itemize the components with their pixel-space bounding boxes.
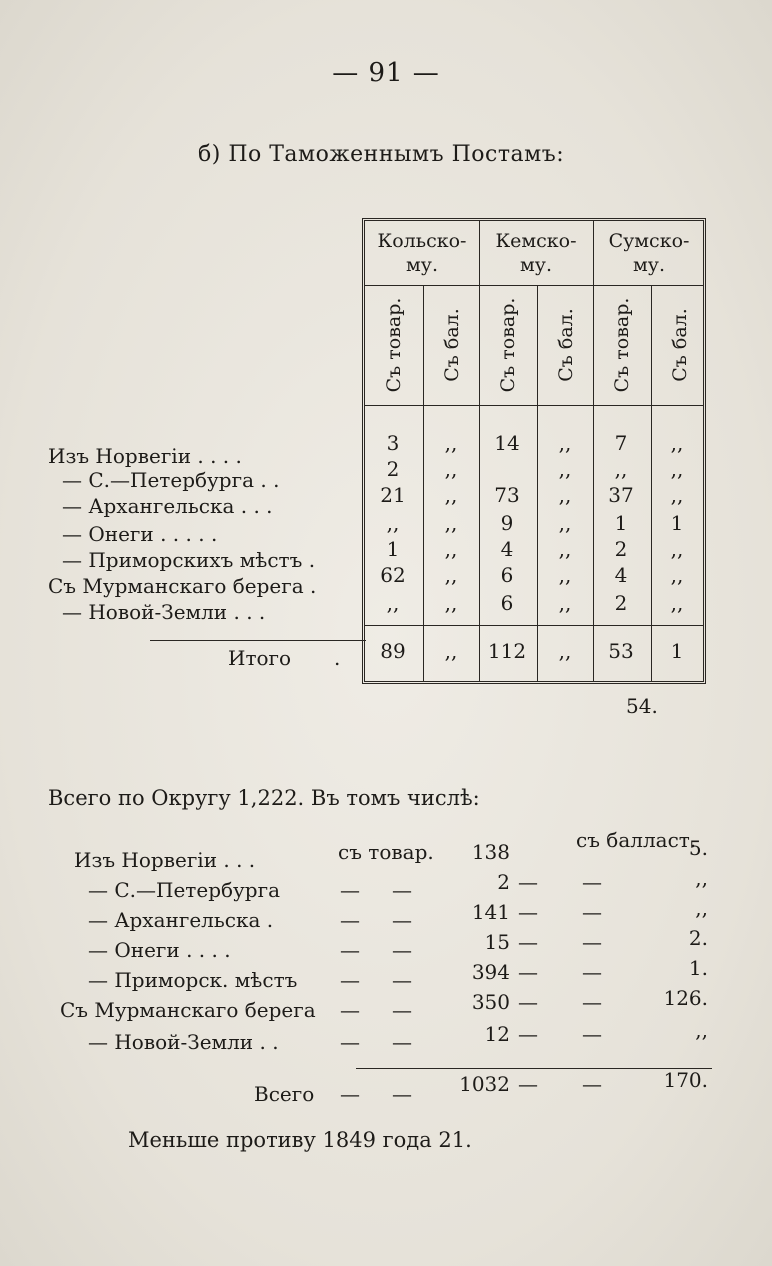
total-cell: ,, (444, 639, 458, 663)
table-cell: ,, (444, 457, 458, 481)
row-label: — С.—Петербурга . . (62, 468, 280, 492)
district-row-label: Изъ Норвегіи . . . (74, 848, 256, 872)
ditto-dash: — (340, 968, 360, 992)
ditto-dash: — (518, 1022, 538, 1046)
district-goods-value: 15 (484, 930, 510, 954)
table-cell: 14 (494, 431, 520, 455)
col-header-kola: Кольско- му. (377, 230, 467, 276)
table-cell: 1 (386, 537, 400, 561)
section-title: б) По Таможеннымъ Постамъ: (198, 142, 565, 167)
total-rule (150, 640, 366, 641)
ditto-dash: — (582, 930, 602, 954)
subheader-divider (365, 405, 703, 406)
table-cell: ,, (670, 563, 684, 587)
table-cell: ,, (558, 563, 572, 587)
total-label: Итого (228, 646, 292, 670)
subheader-kem-ballast: Съ бал. (555, 308, 577, 382)
table-cell: ,, (670, 591, 684, 615)
ditto-dash: — (518, 960, 538, 984)
table-cell: ,, (670, 457, 684, 481)
district-total-label: Всего (254, 1082, 315, 1106)
district-goods-value: 141 (471, 900, 510, 924)
header-divider (365, 285, 703, 286)
table-cell: 2 (614, 537, 628, 561)
table-cell: 37 (608, 483, 634, 507)
district-ballast-value: ,, (695, 866, 708, 890)
subheader-kem-goods: Съ товар. (497, 297, 519, 393)
table-cell: ,, (444, 511, 458, 535)
subheader-sumy-goods: Съ товар. (611, 297, 633, 393)
district-row-label: — С.—Петербурга (88, 878, 281, 902)
table-cell: 2 (386, 457, 400, 481)
district-total-ballast: 170. (663, 1068, 708, 1092)
ditto-dash: — (340, 938, 360, 962)
district-row-label: — Архангельска . (88, 908, 274, 932)
ditto-dash: — (340, 908, 360, 932)
ditto-dash: — (392, 908, 412, 932)
table-cell: ,, (558, 431, 572, 455)
table-cell: 2 (614, 591, 628, 615)
ditto-dash: — (518, 870, 538, 894)
ballast-header: съ балласт. (576, 828, 697, 852)
table-cell: ,, (670, 431, 684, 455)
ditto-dash: — (392, 998, 412, 1022)
table-cell: ,, (444, 483, 458, 507)
total-dash-3: — (518, 1072, 538, 1096)
table-cell: 62 (380, 563, 406, 587)
ditto-dash: — (340, 1030, 360, 1054)
ditto-dash: — (582, 900, 602, 924)
table-cell: ,, (670, 537, 684, 561)
table-cell: ,, (670, 483, 684, 507)
table-cell: ,, (444, 563, 458, 587)
district-goods-value: 2 (497, 870, 510, 894)
district-ballast-value: 2. (688, 926, 708, 950)
table-cell: ,, (386, 511, 400, 535)
table-cell: ,, (558, 511, 572, 535)
total-dot: . (334, 646, 341, 670)
table-cell: ,, (444, 591, 458, 615)
total-cell: 112 (487, 639, 527, 663)
table-cell: ,, (444, 431, 458, 455)
row-label: — Архангельска . . . (62, 494, 273, 518)
table-cell: ,, (444, 537, 458, 561)
total-cell: 53 (608, 639, 634, 663)
table-cell: ,, (386, 591, 400, 615)
row-label: Съ Мурманскаго берега . (48, 574, 317, 598)
total-dash-2: — (392, 1082, 412, 1106)
table-cell: 1 (670, 511, 684, 535)
district-row-label: — Новой-Земли . . (88, 1030, 279, 1054)
table-cell: 7 (614, 431, 628, 455)
ditto-dash: — (582, 990, 602, 1014)
total-divider (365, 625, 703, 626)
district-row-label: Съ Мурманскаго берега (60, 998, 316, 1022)
col-header-kem: Кемско- му. (495, 230, 577, 276)
ditto-dash: — (392, 938, 412, 962)
district-row-label: — Онеги . . . . (88, 938, 231, 962)
district-goods-value: 12 (484, 1022, 510, 1046)
ditto-dash: — (392, 878, 412, 902)
ditto-dash: — (582, 870, 602, 894)
ditto-dash: — (392, 968, 412, 992)
subheader-sumy-ballast: Съ бал. (669, 308, 691, 382)
table-cell: 4 (614, 563, 628, 587)
subheader-kola-ballast: Съ бал. (441, 308, 463, 382)
table-cell: 4 (500, 537, 514, 561)
ditto-dash: — (518, 900, 538, 924)
district-total-goods: 1032 (459, 1072, 510, 1096)
ditto-dash: — (582, 960, 602, 984)
row-label: — Новой-Земли . . . (62, 600, 266, 624)
ditto-dash: — (518, 930, 538, 954)
district-summary-line: Всего по Округу 1,222. Въ томъ числѣ: (48, 786, 480, 810)
row-label: — Онеги . . . . . (62, 522, 218, 546)
table-cell: ,, (558, 483, 572, 507)
row-label: — Приморскихъ мѣстъ . (62, 548, 316, 572)
table-cell: ,, (558, 591, 572, 615)
district-row-label: — Приморск. мѣстъ (88, 968, 298, 992)
total-dash-1: — (340, 1082, 360, 1106)
ditto-dash: — (582, 1022, 602, 1046)
total-dash-4: — (582, 1072, 602, 1096)
table-cell: 73 (494, 483, 520, 507)
bottom-note: Меньше противу 1849 года 21. (128, 1128, 472, 1152)
district-ballast-value: 5. (688, 836, 708, 860)
combined-total: 54. (626, 694, 658, 718)
table-cell: 9 (500, 511, 514, 535)
table-cell: 6 (500, 591, 514, 615)
total-cell: ,, (558, 639, 572, 663)
ditto-dash: — (340, 998, 360, 1022)
table-cell: 21 (380, 483, 406, 507)
district-goods-value: 350 (471, 990, 510, 1014)
table-cell: 1 (614, 511, 628, 535)
table-cell: 6 (500, 563, 514, 587)
ditto-dash: — (518, 990, 538, 1014)
ditto-dash: — (392, 1030, 412, 1054)
total-cell: 89 (380, 639, 406, 663)
subheader-kola-goods: Съ товар. (383, 297, 405, 393)
district-ballast-value: 126. (663, 986, 708, 1010)
table-cell: 3 (386, 431, 400, 455)
table-cell: ,, (614, 457, 628, 481)
district-ballast-value: ,, (695, 1018, 708, 1042)
district-goods-value: 138 (471, 840, 510, 864)
page-number: — 91 — (332, 58, 440, 88)
goods-header: съ товар. (338, 840, 434, 864)
total-cell: 1 (670, 639, 684, 663)
ditto-dash: — (340, 878, 360, 902)
district-ballast-value: 1. (688, 956, 708, 980)
row-label: Изъ Норвегіи . . . . (48, 444, 242, 468)
district-goods-value: 394 (471, 960, 510, 984)
table-cell: ,, (558, 457, 572, 481)
customs-posts-table (362, 218, 706, 684)
col-header-sumy: Сумско- му. (608, 230, 690, 276)
district-ballast-value: ,, (695, 896, 708, 920)
table-cell: ,, (558, 537, 572, 561)
